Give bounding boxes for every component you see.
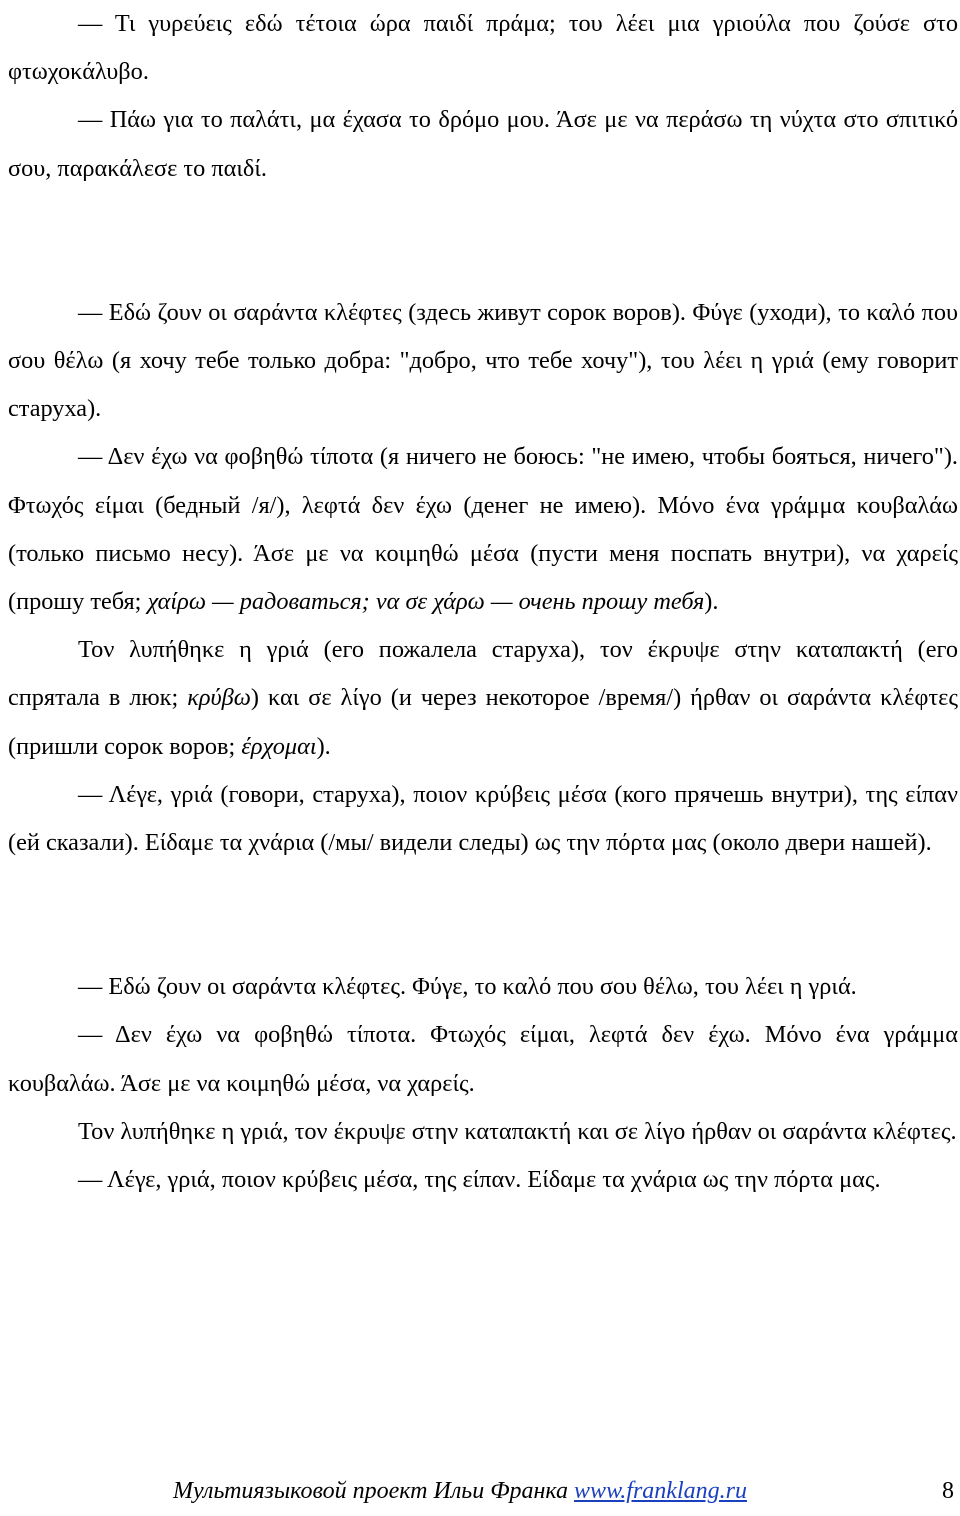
em-dash: —	[78, 10, 103, 37]
paragraph-text: Τι γυρεύεις εδώ τέτοια ώρα παιδί πράμα; του λέει μια γριούλα που ζούσε στο φτωχοκάλυβο.	[8, 10, 958, 86]
paragraph-text: Πάω για το παλάτι, μα έχασα το δρόμο μου. Άσε με να περάσω τη νύχτα στο σπιτικό σου, παρακάλεσε το παιδί.	[8, 106, 958, 182]
italic-gloss: χαίρω — радоваться; να σε χάρω — очень прошу тебя	[147, 588, 705, 616]
paragraph-4	[8, 433, 958, 626]
italic-gloss: έρχομαι	[241, 732, 317, 760]
em-dash: —	[78, 106, 103, 134]
page-footer	[0, 1476, 960, 1516]
em-dash: —	[78, 298, 103, 326]
em-dash: —	[78, 1021, 103, 1049]
paragraph-text: Τον λυπήθηκε η γριά, τον έκρυψε στην καταπακτή και σε λίγο ήρθαν οι σαράντα κλέφτες.	[78, 1117, 957, 1145]
paragraph-2	[8, 96, 958, 192]
paragraph-text: ).	[704, 588, 719, 616]
paragraph-10	[8, 1156, 958, 1204]
paragraph-text: Δεν έχω να φοβηθώ τίποτα. Φτωχός είμαι, λεφτά δεν έχω. Μόνο ένα γράμμα κουβαλάω. Άσε με να κοιμηθώ μέσα, να χαρείς.	[8, 1021, 958, 1097]
footer-credit	[173, 1478, 747, 1505]
paragraph-3	[8, 289, 958, 434]
em-dash: —	[78, 1166, 103, 1194]
paragraph-text: ) και σε λίγο (и через некоторое /время/) ήρθαν οι σαράντα κλέφτες (пришли сорок воров;	[8, 684, 958, 760]
page-number: 8	[942, 1478, 954, 1504]
paragraph-text: ).	[316, 732, 331, 760]
em-dash: —	[78, 443, 103, 471]
paragraph-text: Τον λυπήθηκε η γριά (его пожалела старуха), τον έκρυψε στην καταπακτή (его спрятала в люк;	[8, 636, 958, 712]
paragraph-9	[8, 1108, 958, 1156]
paragraph-text: Εδώ ζουν οι σαράντα κλέφτες. Φύγε, το καλό που σου θέλω, του λέει η γριά.	[102, 973, 857, 1001]
footer-project-name: Мультиязыковой проект Ильи Франка	[173, 1478, 569, 1504]
paragraph-gap	[8, 193, 958, 289]
paragraph-text: Δεν έχω να φοβηθώ τίποτα (я ничего не боюсь: "не имею, чтобы бояться, ничего"). Φτωχός είμαι (бедный /я/), λεφτά δεν έχω (денег не имею). Μόνο ένα γράμμα κουβαλάω (только письмо несу). Άσε με να κοιμηθώ μέσα (пусти меня поспать внутри), να χαρείς (прошу тебя;	[8, 443, 958, 616]
paragraph-8	[8, 1011, 958, 1107]
paragraph-6	[8, 771, 958, 867]
paragraph-5	[8, 626, 958, 771]
italic-gloss: κρύβω	[187, 684, 251, 712]
document-page	[8, 0, 958, 1204]
em-dash: —	[78, 780, 103, 808]
em-dash: —	[78, 973, 103, 1001]
paragraph-text: Λέγε, γριά, ποιον κρύβεις μέσα, της είπαν. Είδαμε τα χνάρια ως την πόρτα μας.	[102, 1166, 881, 1194]
paragraph-7	[8, 963, 958, 1011]
footer-website-link[interactable]: www.franklang.ru	[574, 1478, 747, 1504]
paragraph-gap	[8, 867, 958, 963]
paragraph-text: Λέγε, γριά (говори, старуха), ποιον κρύβεις μέσα (кого прячешь внутри), της είπαν (ей сказали). Είδαμε τα χνάρια (/мы/ видели следы) ως την πόρτα μας (около двери нашей).	[8, 780, 958, 857]
paragraph-text: Εδώ ζουν οι σαράντα κλέφτες (здесь живут сорок воров). Φύγε (уходи), το καλό που σου θέλω (я хочу тебе только добра: "добро, что тебе хочу"), του λέει η γριά (ему говорит старуха).	[8, 298, 958, 423]
paragraph-1	[8, 0, 958, 96]
